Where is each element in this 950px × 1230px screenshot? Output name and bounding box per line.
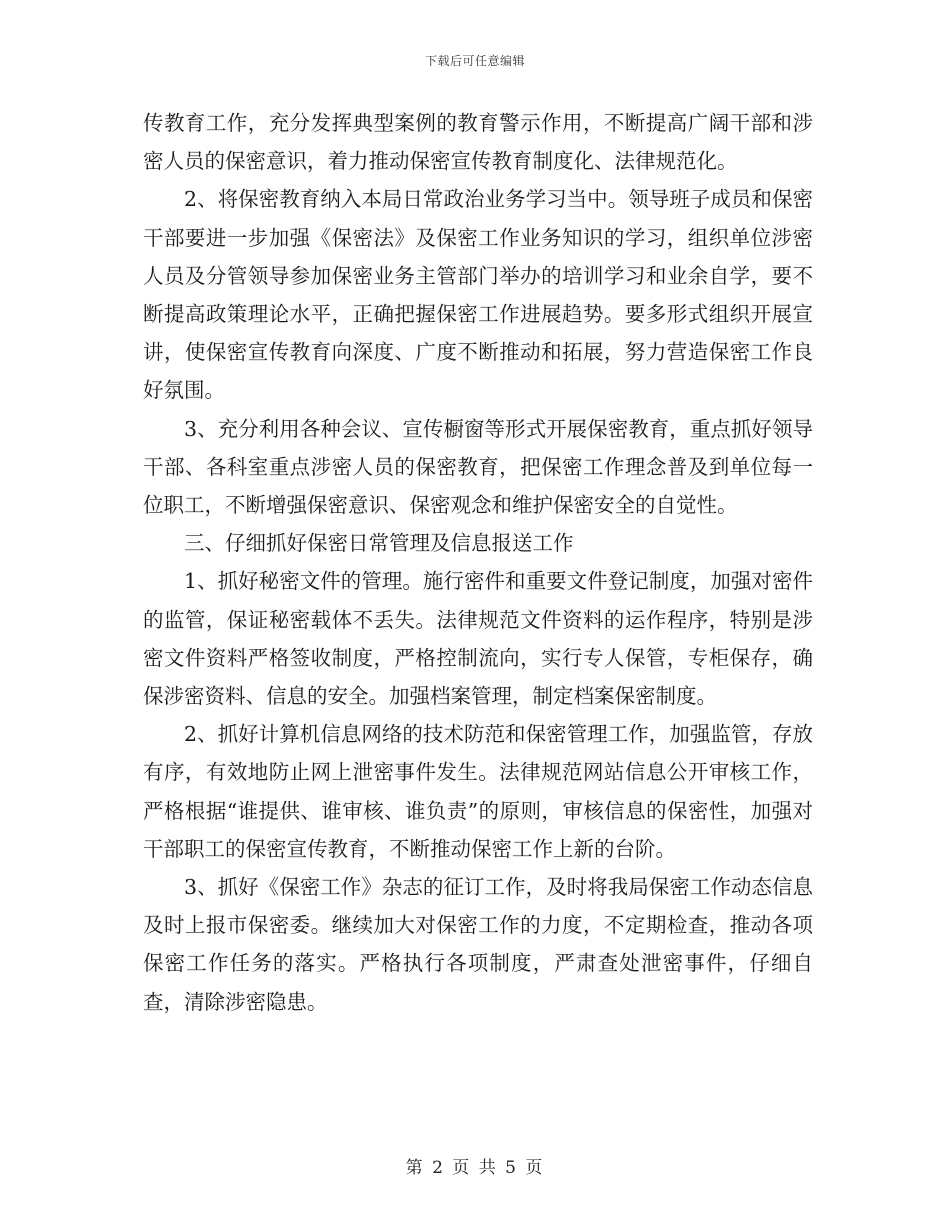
paragraph-item-3: 3、充分利用各种会议、宣传橱窗等形式开展保密教育，重点抓好领导干部、各科室重点涉密人员的保密教育，把保密工作理念普及到单位每一位职工，不断增强保密意识、保密观念和维护保密安全的自觉性。 [143,416,813,518]
paragraph-continuation: 传教育工作，充分发挥典型案例的教育警示作用，不断提高广阔干部和涉密人员的保密意识，着力推动保密宣传教育制度化、法律规范化。 [143,111,813,174]
paragraph-section3-item-3: 3、抓好《保密工作》杂志的征订工作，及时将我局保密工作动态信息及时上报市保密委。继续加大对保密工作的力度，不定期检查，推动各项保密工作任务的落实。严格执行各项制度，严肃查处泄密事件，仔细自查，清除涉密隐患。 [143,875,813,1014]
page-header: 下载后可任意编辑 [424,54,525,68]
paragraph-item-2: 2、将保密教育纳入本局日常政治业务学习当中。领导班子成员和保密干部要进一步加强《保密法》及保密工作业务知识的学习，组织单位涉密人员及分管领导参加保密业务主管部门举办的培训学习和业余自学，要不断提高政策理论水平，正确把握保密工作进展趋势。要多形式组织开展宣讲，使保密宣传教育向深度、广度不断推动和拓展，努力营造保密工作良好氛围。 [143,187,813,403]
paragraph-section3-item-1: 1、抓好秘密文件的管理。施行密件和重要文件登记制度，加强对密件的监管，保证秘密载体不丢失。法律规范文件资料的运作程序，特别是涉密文件资料严格签收制度，严格控制流向，实行专人保管，专柜保存，确保涉密资料、信息的安全。加强档案管理，制定档案保密制度。 [143,569,813,709]
page-number-footer: 第 2 页 共 5 页 [405,1158,545,1178]
document-body [143,104,813,1021]
paragraph-section3-item-2: 2、抓好计算机信息网络的技术防范和保密管理工作，加强监管，存放有序，有效地防止网上泄密事件发生。法律规范网站信息公开审核工作，严格根据“谁提供、谁审核、谁负责”的原则，审核信息的保密性，加强对干部职工的保密宣传教育，不断推动保密工作上新的台阶。 [143,722,813,861]
section-heading: 三、仔细抓好保密日常管理及信息报送工作 [184,531,574,556]
